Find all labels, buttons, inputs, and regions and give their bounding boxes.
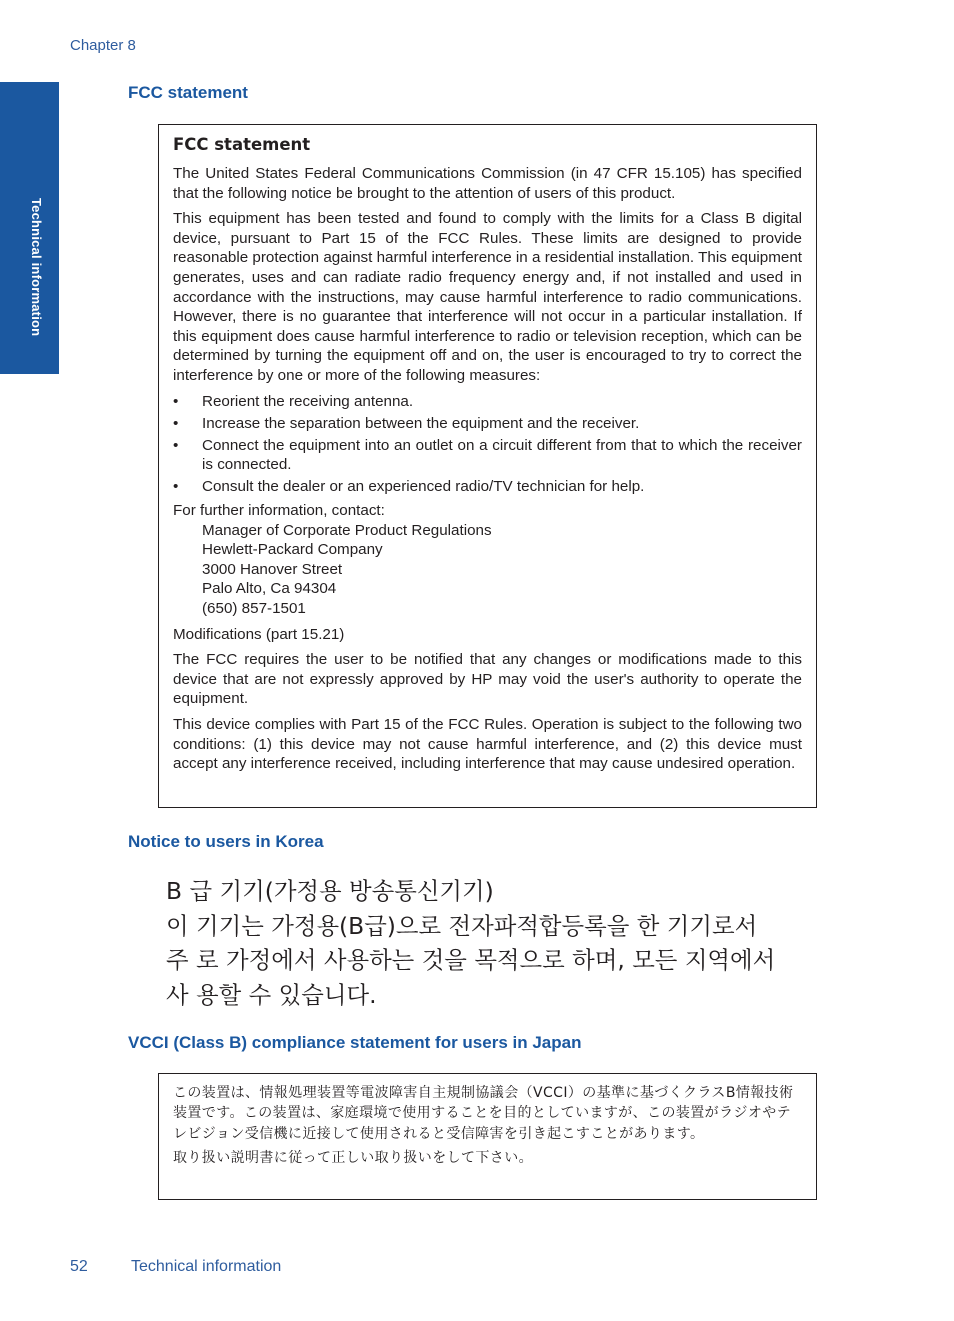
korea-line: 주 로 가정에서 사용하는 것을 목적으로 하며, 모든 지역에서 — [166, 946, 776, 974]
list-item: • Increase the separation between the equipment and the receiver. — [173, 414, 640, 432]
fcc-paragraph-4: This device complies with Part 15 of the FCC Rules. Operation is subject to the following two conditions: (1) this device may not cause harmful interference, and (2) this device must accept any interference received, including interference that may cause undesired operation. — [173, 715, 802, 773]
list-item: • Connect the equipment into an outlet on a circuit different from that to which the receiver is connected. — [173, 436, 802, 474]
fcc-section-heading: FCC statement — [128, 83, 248, 102]
list-item: • Consult the dealer or an experienced radio/TV technician for help. — [173, 478, 645, 496]
contact-line: Manager of Corporate Product Regulations — [202, 521, 492, 539]
bullet-icon: • — [173, 478, 179, 496]
fcc-statement-box — [158, 124, 817, 808]
contact-line: Hewlett-Packard Company — [202, 541, 383, 559]
korea-section-heading: Notice to users in Korea — [128, 832, 324, 851]
modifications-heading: Modifications (part 15.21) — [173, 625, 345, 643]
chapter-label: Chapter 8 — [70, 37, 136, 54]
contact-intro: For further information, contact: — [173, 502, 385, 519]
fcc-paragraph-3: The FCC requires the user to be notified that any changes or modifications made to this device that are not expressly approved by HP may void the user's authority to operate the equipment. — [173, 651, 802, 708]
japan-section-heading: VCCI (Class B) compliance statement for users in Japan — [128, 1033, 582, 1052]
contact-line: (650) 857-1501 — [202, 599, 306, 617]
side-tab-label: Technical information — [29, 198, 44, 337]
footer-label: Technical information — [131, 1258, 282, 1275]
korea-line: 이 기기는 가정용(B급)으로 전자파적합등록을 한 기기로서 — [166, 911, 758, 940]
bullet-icon: • — [173, 392, 179, 410]
korea-line: 사 용할 수 있습니다. — [166, 980, 377, 1009]
page-number: 52 — [70, 1258, 88, 1275]
bullet-icon: • — [173, 414, 179, 432]
korea-line: B 급 기기(가정용 방송통신기기) — [166, 877, 494, 905]
korea-notice-text — [166, 874, 818, 1012]
vcci-paragraph-1: この装置は、情報処理装置等電波障害自主規制協議会（VCCI）の基準に基づくクラスB情報技術装置です。この装置は、家庭環境で使用することを目的としていますが、この装置がラジオやテレビジョン受信機に近接して使用されると受信障害を引き起こすことがあります。 — [173, 1085, 794, 1142]
vcci-statement-box — [158, 1073, 817, 1200]
list-item: • Reorient the receiving antenna. — [173, 392, 414, 410]
fcc-paragraph-2: This equipment has been tested and found to comply with the limits for a Class B digital device, pursuant to Part 15 of the FCC Rules. These limits are designed to provide reasonable protection against harmful interference in a residential installation. This equipment generates, uses and can radiate radio frequency energy and, if not installed and used in accordance with the instructions, may cause harmful interference to radio communications. However, there is no guarantee that interference will not occur in a particular installation. If this equipment does cause harmful interference to radio or television reception, which can be determined by turning the equipment off and on, the user is encouraged to try to correct the interference by one or more of the following measures: — [173, 210, 802, 384]
contact-line: Palo Alto, Ca 94304 — [202, 580, 337, 598]
bullet-icon: • — [173, 436, 179, 454]
fcc-measures-list — [173, 392, 802, 497]
contact-line: 3000 Hanover Street — [202, 560, 343, 578]
fcc-box-title: FCC statement — [173, 135, 311, 154]
vcci-paragraph-2: 取り扱い説明書に従って正しい取り扱いをして下さい。 — [173, 1149, 533, 1166]
contact-address — [173, 521, 802, 619]
fcc-paragraph-1: The United States Federal Communications Commission (in 47 CFR 15.105) has specified that the following notice be brought to the attention of users of this product. — [173, 165, 802, 202]
